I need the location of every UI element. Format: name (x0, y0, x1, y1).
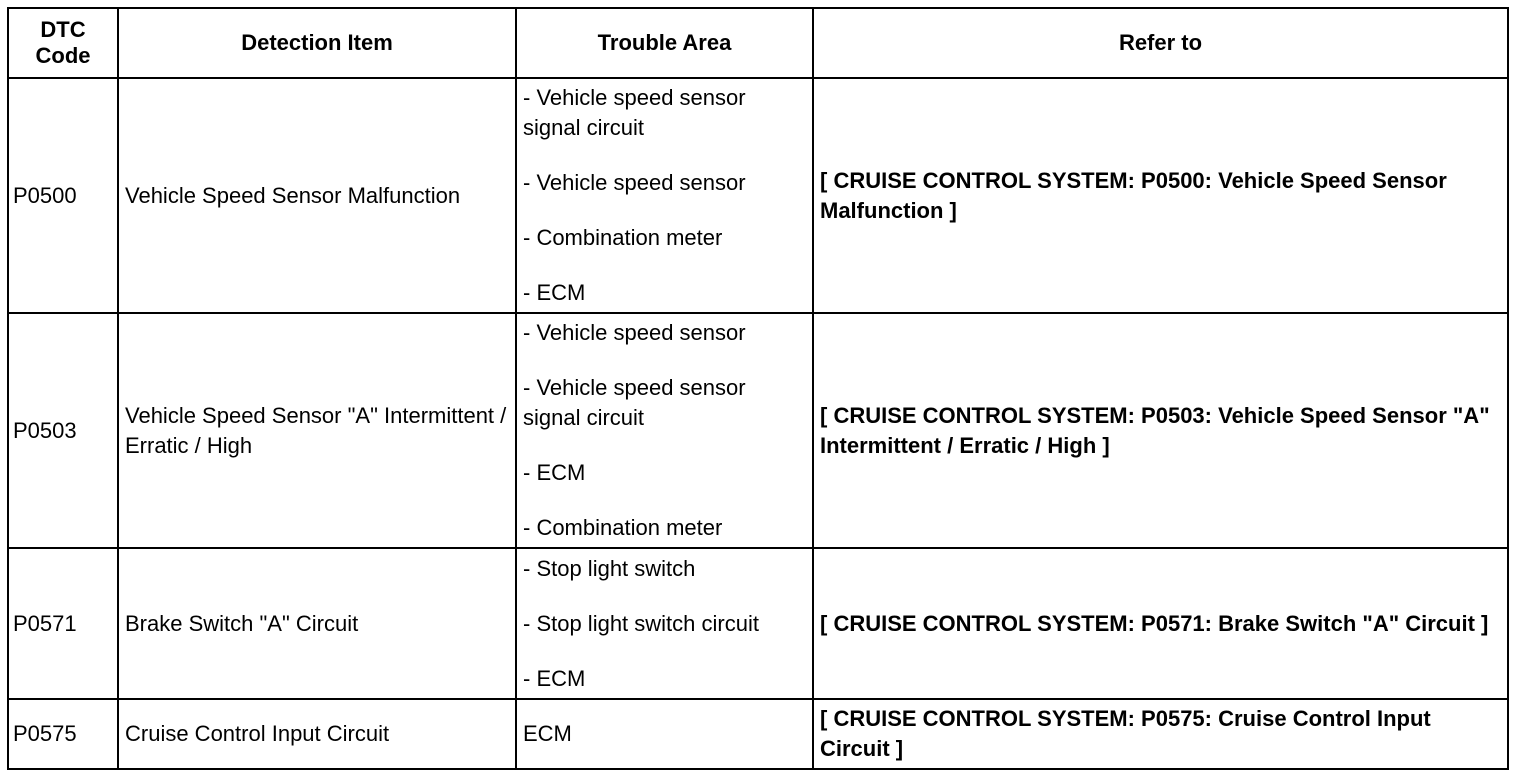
header-dtc-code (8, 8, 118, 78)
table-row (8, 313, 1508, 548)
trouble-area-list (523, 719, 806, 749)
trouble-area-item: - Combination meter (523, 225, 723, 250)
trouble-area-item: ECM (523, 721, 572, 746)
refer-to-link[interactable]: [ CRUISE CONTROL SYSTEM: P0575: Cruise Control Input Circuit ] (813, 699, 1508, 769)
detection-item-cell: Vehicle Speed Sensor Malfunction (118, 78, 516, 313)
trouble-area-item: - ECM (523, 280, 586, 305)
trouble-area-item: - ECM (523, 460, 586, 485)
dtc-code-cell: P0575 (8, 699, 118, 769)
dtc-code-cell: P0571 (8, 548, 118, 699)
dtc-table-container (7, 7, 1509, 770)
trouble-area-cell (516, 78, 813, 313)
header-trouble-area: Trouble Area (516, 8, 813, 78)
dtc-code-cell: P0503 (8, 313, 118, 548)
table-row (8, 548, 1508, 699)
detection-item-cell: Cruise Control Input Circuit (118, 699, 516, 769)
trouble-area-cell (516, 313, 813, 548)
trouble-area-cell (516, 699, 813, 769)
detection-item-cell: Vehicle Speed Sensor "A" Intermittent / Erratic / High (118, 313, 516, 548)
trouble-area-item: - Stop light switch circuit (523, 610, 759, 636)
table-row (8, 78, 1508, 313)
trouble-area-item: - Vehicle speed sensor (523, 320, 746, 345)
dtc-table (7, 7, 1509, 770)
trouble-area-item: - Combination meter (523, 515, 723, 540)
trouble-area-item: - Vehicle speed sensor (523, 170, 746, 195)
refer-to-link[interactable]: [ CRUISE CONTROL SYSTEM: P0571: Brake Switch "A" Circuit ] (813, 548, 1508, 699)
trouble-area-item: - Stop light switch (523, 555, 696, 581)
trouble-area-item: - Vehicle speed sensor signal circuit (523, 375, 746, 430)
refer-to-link[interactable]: [ CRUISE CONTROL SYSTEM: P0500: Vehicle Speed Sensor Malfunction ] (813, 78, 1508, 313)
trouble-area-item: - ECM (523, 665, 586, 691)
header-refer-to: Refer to (813, 8, 1508, 78)
trouble-area-item: - Vehicle speed sensor signal circuit (523, 85, 746, 140)
header-dtc-code-label: DTC Code (35, 17, 91, 68)
table-row (8, 699, 1508, 769)
table-header-row (8, 8, 1508, 78)
trouble-area-list (523, 83, 806, 308)
trouble-area-list (523, 318, 806, 543)
detection-item-cell: Brake Switch "A" Circuit (118, 548, 516, 699)
dtc-code-cell: P0500 (8, 78, 118, 313)
refer-to-link[interactable]: [ CRUISE CONTROL SYSTEM: P0503: Vehicle Speed Sensor "A" Intermittent / Erratic / High ] (813, 313, 1508, 548)
header-detection-item: Detection Item (118, 8, 516, 78)
trouble-area-list (523, 554, 806, 694)
trouble-area-cell (516, 548, 813, 699)
